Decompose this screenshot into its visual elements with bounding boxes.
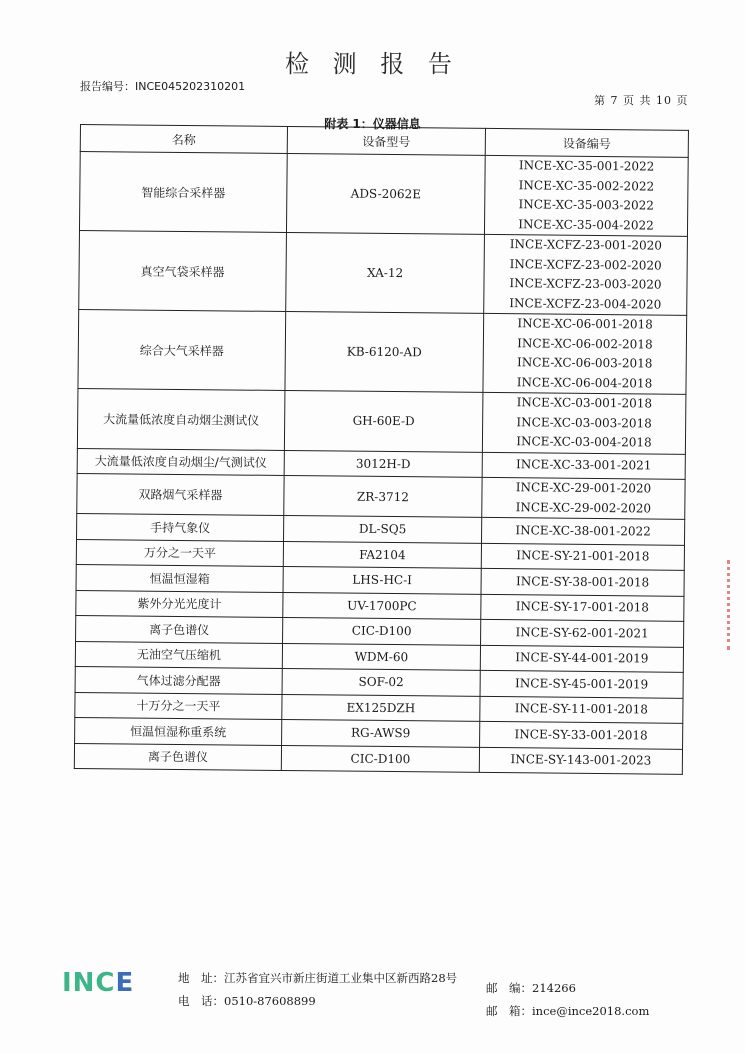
table-row — [79, 152, 688, 237]
instrument-code-cell — [480, 645, 683, 672]
instrument-name-cell: 气体过滤分配器 — [75, 666, 282, 693]
instrument-code-cell — [480, 721, 683, 748]
instrument-code: INCE-XC-33-001-2021 — [515, 457, 652, 473]
instrument-name-cell: 智能综合采样器 — [79, 152, 287, 233]
instrument-name-cell: 离子色谱仪 — [76, 615, 283, 642]
instrument-name-cell: 万分之一天平 — [76, 539, 283, 566]
instrument-code-cell — [481, 517, 684, 544]
header-name: 名称 — [80, 125, 287, 154]
instrument-code: INCE-XC-29-002-2020 — [515, 499, 652, 515]
instrument-name-cell: 紫外分光光度计 — [76, 590, 283, 617]
instrument-code-cell — [484, 155, 688, 236]
instrument-code-cell — [480, 696, 683, 723]
logo-text: INC — [62, 968, 116, 998]
table-caption: 附表 1：仪器信息 — [324, 117, 421, 131]
instrument-code-cell — [481, 594, 684, 621]
instrument-model-cell: SOF-02 — [282, 668, 480, 695]
instrument-model-cell: EX125DZH — [282, 694, 480, 721]
table-body — [74, 152, 688, 775]
instrument-code-cell — [479, 747, 682, 774]
instrument-code: INCE-XC-03-004-2018 — [516, 434, 652, 450]
instrument-name-cell: 十万分之一天平 — [75, 692, 282, 719]
header-model: 设备型号 — [287, 126, 485, 155]
instrument-code: INCE-XC-35-004-2022 — [518, 216, 654, 233]
instrument-model-cell: XA-12 — [286, 232, 485, 313]
instrument-code: INCE-SY-21-001-2018 — [516, 548, 650, 564]
instrument-name-cell: 综合大气采样器 — [78, 309, 286, 390]
instrument-model-cell: CIC-D100 — [283, 617, 481, 644]
instrument-model-cell: RG-AWS9 — [282, 719, 480, 746]
header-code: 设备编号 — [485, 128, 688, 157]
page-title: 检 测 报 告 — [285, 50, 460, 78]
footer-postcode: 邮 编：214266 — [486, 981, 576, 995]
instrument-code-cell — [481, 543, 684, 570]
instrument-code-cell — [481, 568, 684, 595]
instrument-code: INCE-SY-11-001-2018 — [514, 701, 649, 717]
instrument-code: INCE-XC-38-001-2022 — [515, 522, 651, 538]
table-row — [74, 743, 682, 774]
instrument-code: INCE-SY-45-001-2019 — [514, 675, 649, 691]
instrument-code: INCE-XC-06-001-2018 — [517, 316, 653, 332]
instrument-code-cell — [481, 619, 684, 646]
instrument-code: INCE-SY-62-001-2021 — [515, 624, 649, 640]
company-logo — [62, 968, 134, 998]
instrument-code: INCE-SY-44-001-2019 — [515, 650, 649, 666]
seal-stamp-edge — [727, 560, 745, 650]
instrument-code-cell — [482, 452, 685, 479]
instrument-code: INCE-XC-35-003-2022 — [518, 197, 655, 213]
page-indicator: 第 7 页 共 10 页 — [594, 94, 689, 107]
instrument-name-cell: 手持气象仪 — [77, 513, 284, 540]
instrument-model-cell: GH-60E-D — [284, 390, 483, 451]
instrument-code: INCE-SY-17-001-2018 — [515, 599, 650, 615]
instrument-code: INCE-XC-06-002-2018 — [517, 335, 653, 352]
instrument-code: INCE-XCFZ-23-003-2020 — [509, 276, 662, 292]
instrument-model-cell: 3012H-D — [284, 450, 482, 477]
instrument-code: INCE-XCFZ-23-001-2020 — [509, 237, 662, 253]
instrument-model-cell: LHS-HC-I — [283, 566, 481, 593]
instrument-code-cell — [482, 477, 685, 519]
table-row — [79, 230, 688, 315]
instrument-code: INCE-XCFZ-23-004-2020 — [509, 295, 662, 312]
instrument-code: INCE-XC-35-001-2022 — [518, 158, 655, 174]
instrument-code-cell — [484, 234, 688, 315]
instrument-name-cell: 真空气袋采样器 — [79, 230, 287, 311]
instrument-code: INCE-XC-03-003-2018 — [516, 414, 652, 431]
instrument-name-cell: 双路烟气采样器 — [77, 473, 284, 515]
instrument-code: INCE-SY-33-001-2018 — [514, 726, 648, 742]
report-number: 报告编号：INCE045202310201 — [80, 80, 246, 93]
footer-address: 地 址：江苏省宜兴市新庄街道工业集中区新西路28号 — [178, 971, 458, 985]
instrument-code-cell — [480, 670, 683, 697]
instrument-model-cell: UV-1700PC — [283, 592, 481, 619]
footer-email: 邮 箱：ince@ince2018.com — [486, 1004, 650, 1018]
instrument-model-cell: KB-6120-AD — [285, 311, 484, 392]
instrument-model-cell: ZR-3712 — [284, 475, 482, 517]
instrument-name-cell: 离子色谱仪 — [74, 743, 281, 770]
instrument-code: INCE-XC-29-001-2020 — [515, 480, 652, 496]
instrument-table — [74, 124, 689, 775]
instrument-model-cell: CIC-D100 — [281, 745, 479, 772]
instrument-code: INCE-XC-06-003-2018 — [516, 355, 653, 371]
instrument-model-cell: FA2104 — [283, 541, 481, 568]
footer-phone: 电 话：0510-87608899 — [178, 994, 316, 1008]
instrument-name-cell: 恒温恒湿称重系统 — [75, 717, 282, 744]
instrument-code-cell — [483, 313, 687, 394]
table-row — [77, 473, 685, 519]
instrument-name-cell: 大流量低浓度自动烟尘测试仪 — [77, 388, 285, 449]
instrument-code: INCE-SY-143-001-2023 — [510, 752, 652, 768]
instrument-name-cell: 恒温恒湿箱 — [76, 564, 283, 591]
instrument-code: INCE-SY-38-001-2018 — [515, 573, 650, 589]
instrument-model-cell: DL-SQ5 — [284, 515, 482, 542]
instrument-code: INCE-XC-03-001-2018 — [516, 395, 653, 411]
instrument-name-cell: 无油空气压缩机 — [75, 641, 282, 668]
instrument-code: INCE-XC-06-004-2018 — [516, 374, 653, 391]
instrument-model-cell: WDM-60 — [282, 643, 480, 670]
instrument-code-cell — [482, 392, 686, 453]
instrument-code: INCE-XCFZ-23-002-2020 — [509, 256, 662, 273]
table-row — [77, 388, 686, 453]
instrument-model-cell: ADS-2062E — [286, 153, 485, 234]
table-row — [78, 309, 687, 394]
logo-accent: E — [115, 968, 135, 998]
instrument-code: INCE-XC-35-002-2022 — [518, 177, 655, 194]
instrument-name-cell: 大流量低浓度自动烟尘/气测试仪 — [77, 448, 284, 475]
